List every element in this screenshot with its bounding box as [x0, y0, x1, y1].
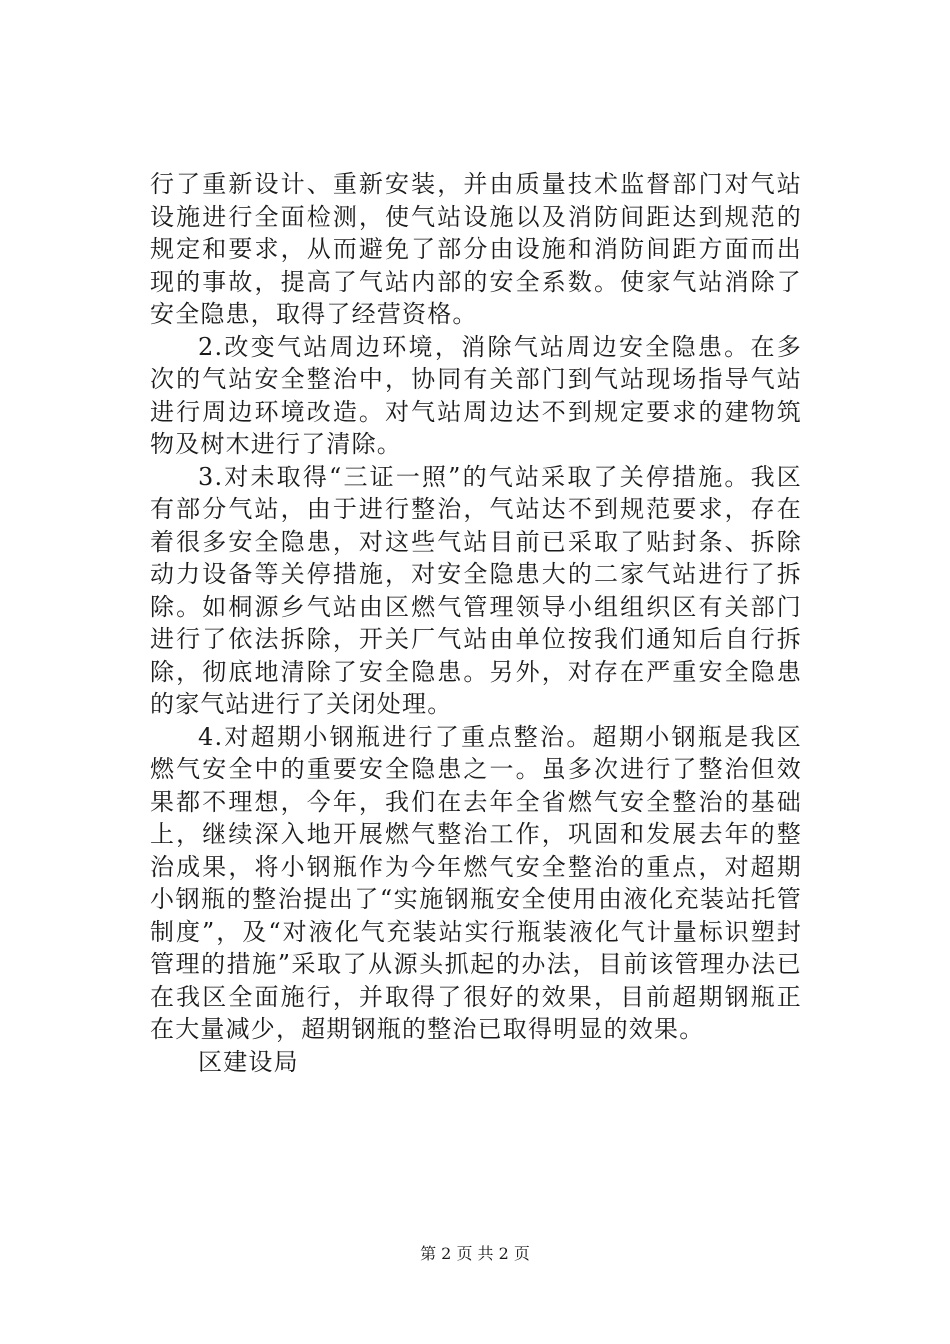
- paragraph-item-4: 4.对超期小钢瓶进行了重点整治。超期小钢瓶是我区燃气安全中的重要安全隐患之一。虽多次进行了整治但效果都不理想，今年，我们在去年全省燃气安全整治的基础上，继续深入地开展燃气整治工作，巩固和发展去年的整治成果，将小钢瓶作为今年燃气安全整治的重点，对超期小钢瓶的整治提出了“实施钢瓶安全使用由液化充装站托管制度”，及“对液化气充装站实行瓶装液化气计量标识塑封管理的措施”采取了从源头抓起的办法，目前该管理办法已在我区全面施行，并取得了很好的效果，目前超期钢瓶正在大量减少，超期钢瓶的整治已取得明显的效果。: [150, 722, 802, 1043]
- document-body: [150, 168, 802, 1078]
- page-number-footer: 第 2 页 共 2 页: [420, 1244, 530, 1263]
- paragraph-item-2: 2.改变气站周边环境，消除气站周边安全隐患。在多次的气站安全整治中，协同有关部门到气站现场指导气站进行周边环境改造。对气站周边达不到规定要求的建物筑物及树木进行了清除。: [150, 332, 802, 458]
- signature-issuer: 区建设局: [198, 1047, 299, 1076]
- paragraph-continuation: 行了重新设计、重新安装，并由质量技术监督部门对气站设施进行全面检测，使气站设施以及消防间距达到规范的规定和要求，从而避免了部分由设施和消防间距方面而出现的事故，提高了气站内部的安全系数。使家气站消除了安全隐患，取得了经营资格。: [150, 170, 802, 328]
- paragraph-item-3: 3.对未取得“三证一照”的气站采取了关停措施。我区有部分气站，由于进行整治，气站达不到规范要求，存在着很多安全隐患，对这些气站目前已采取了贴封条、拆除动力设备等关停措施，对安全隐患大的二家气站进行了拆除。如桐源乡气站由区燃气管理领导小组组织区有关部门进行了依法拆除，开关厂气站由单位按我们通知后自行拆除，彻底地清除了安全隐患。另外，对存在严重安全隐患的家气站进行了关闭处理。: [150, 462, 802, 718]
